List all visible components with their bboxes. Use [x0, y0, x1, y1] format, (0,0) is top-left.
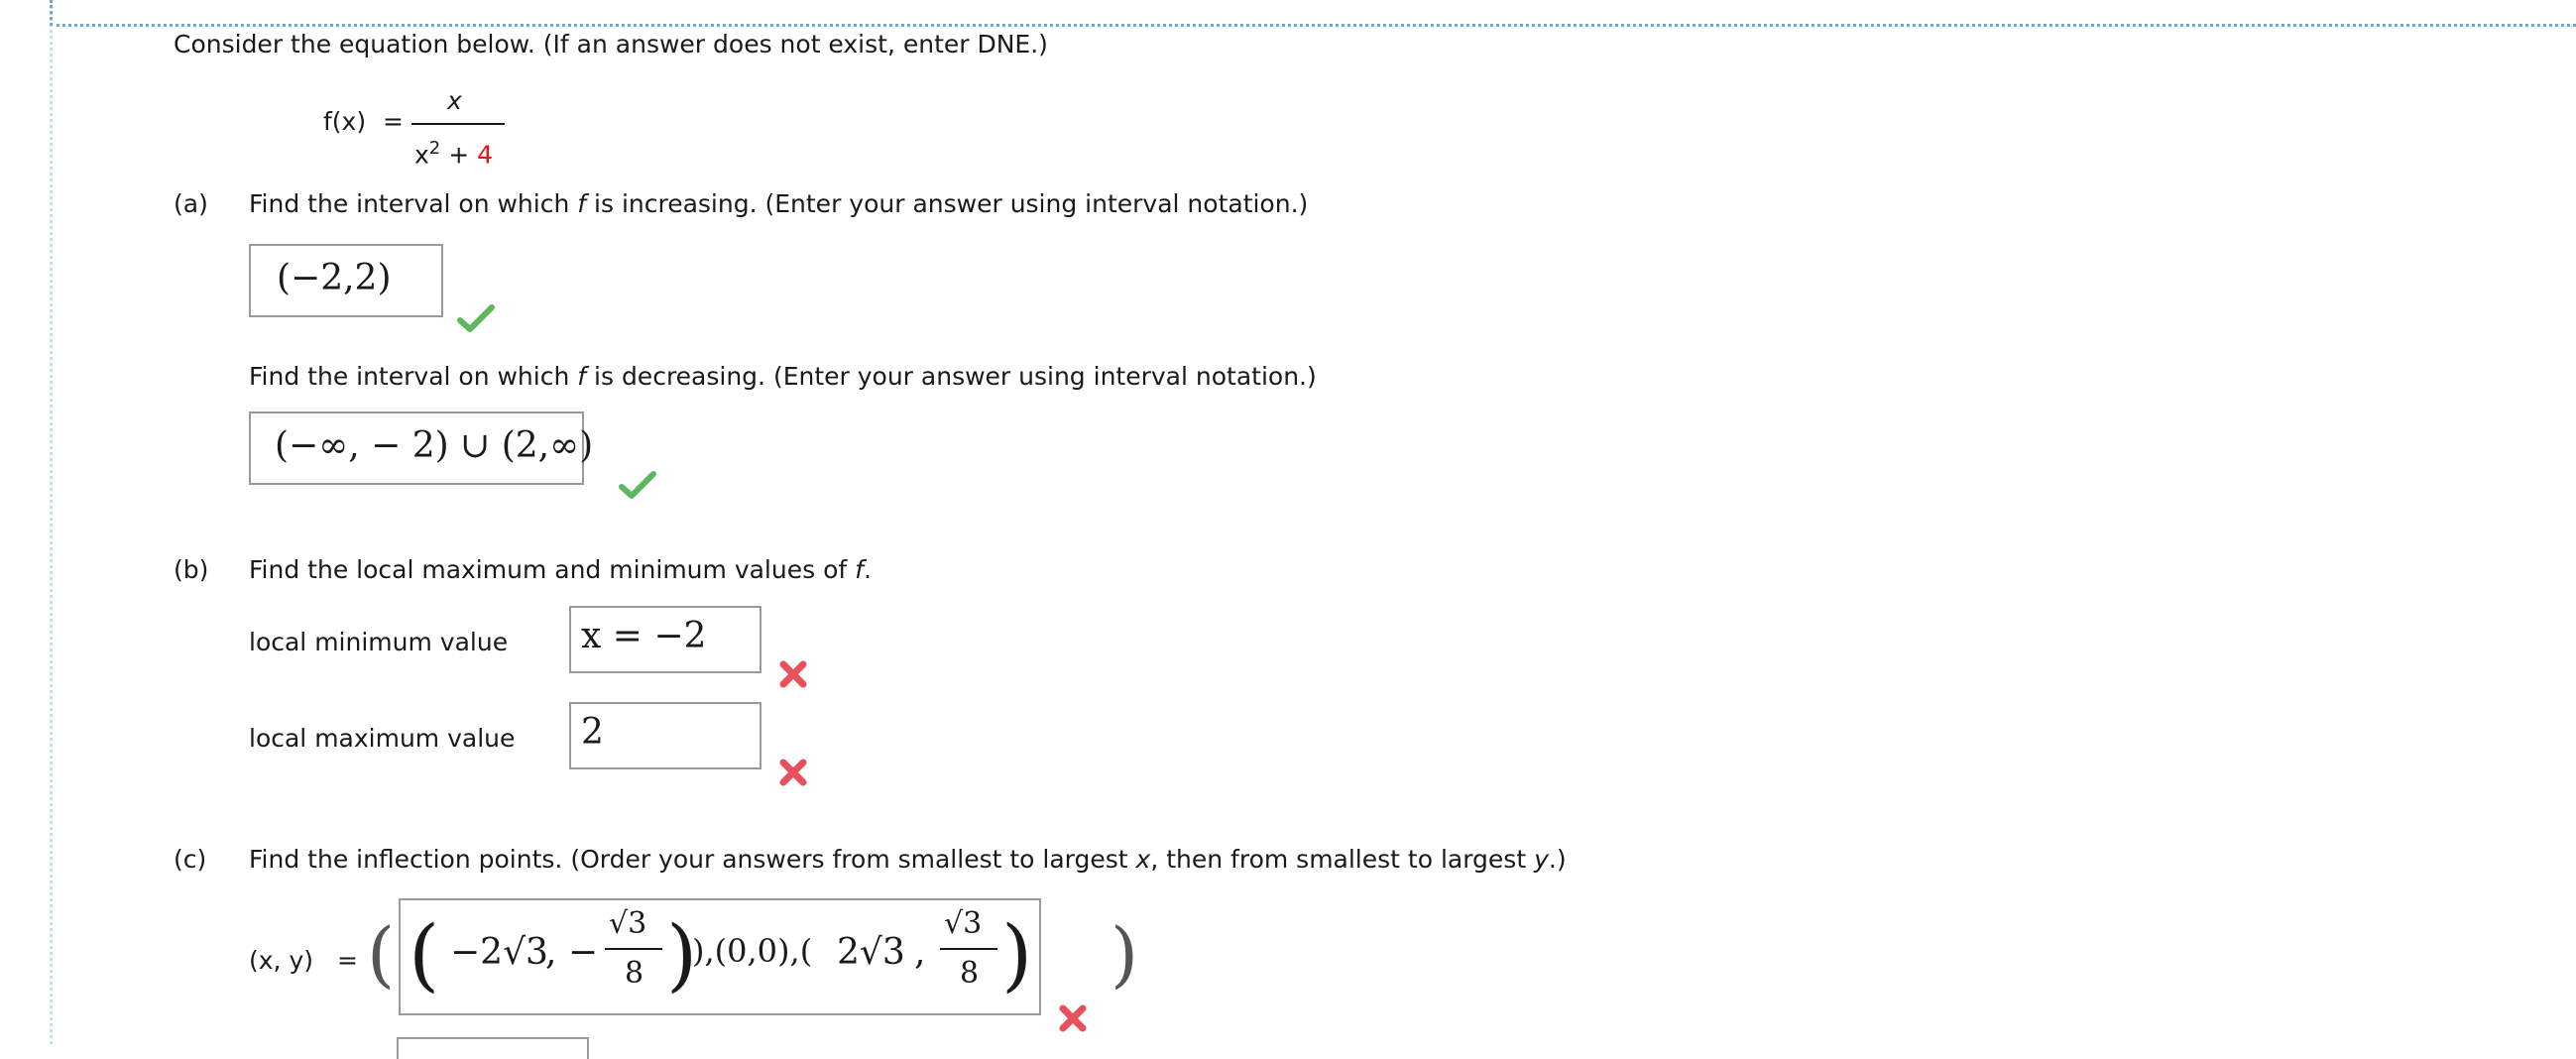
xy-label: (x, y): [249, 946, 313, 975]
part-c-question: [249, 845, 1567, 875]
q-f: f: [577, 362, 587, 391]
q-text: Find the interval on which: [249, 362, 578, 391]
den-exponent: 2: [428, 138, 441, 159]
correct-check-icon: [457, 303, 495, 333]
local-max-input[interactable]: [569, 702, 761, 769]
paren-close: ): [666, 908, 698, 1000]
xy-equals: =: [337, 946, 358, 975]
middle-points: ),(0,0),(: [692, 932, 813, 970]
q-text: .): [1548, 845, 1567, 874]
local-min-input[interactable]: [569, 606, 761, 673]
p3-numerator: √3: [944, 906, 983, 941]
part-b-question: [249, 555, 872, 585]
q-text: .: [863, 555, 872, 584]
p3-denominator: 8: [960, 956, 980, 991]
p1-denominator: 8: [625, 956, 644, 991]
answer-increasing-input[interactable]: [249, 244, 443, 317]
outer-right-paren: ): [1111, 912, 1139, 996]
question-frame-border: [50, 24, 2576, 27]
p3-fraction-bar: [940, 948, 997, 950]
equation-denominator: [414, 134, 493, 170]
local-min-label: local minimum value: [249, 628, 509, 656]
q-x: x: [1135, 845, 1151, 874]
part-a-question-decreasing: [249, 362, 1317, 392]
question-frame-left-border: [50, 0, 53, 1044]
question-intro: Consider the equation below. (If an answer does not exist, enter DNE.): [174, 30, 1048, 59]
p1-numerator: √3: [609, 906, 647, 941]
q-text: Find the local maximum and minimum values of: [249, 555, 856, 584]
q-f: f: [855, 555, 864, 584]
correct-check-icon: [619, 470, 656, 500]
incorrect-x-icon: [778, 758, 808, 787]
inflection-points-input[interactable]: [399, 898, 1041, 1015]
q-text: is increasing. (Enter your answer using interval notation.): [586, 189, 1309, 218]
answer-decreasing-input[interactable]: [249, 412, 594, 485]
part-b-label: (b): [174, 555, 209, 584]
den-plus: +: [448, 140, 470, 170]
local-min-value: x = −2: [581, 616, 707, 656]
answer-increasing-value: (−2,2): [277, 258, 392, 298]
p1-x: −2√3: [450, 932, 548, 973]
equation-lhs: f(x): [323, 107, 367, 136]
local-max-value: 2: [581, 712, 604, 753]
answer-decreasing-value: (−∞, − 2) ∪ (2,∞): [275, 425, 594, 466]
q-text: , then from smallest to largest: [1150, 845, 1535, 874]
q-text: is decreasing. (Enter your answer using interval notation.): [586, 362, 1317, 391]
incorrect-x-icon: [778, 659, 808, 689]
p3-separator: ,: [914, 932, 926, 973]
part-c-label: (c): [174, 845, 207, 874]
next-input-partial[interactable]: [397, 1037, 589, 1059]
q-text: Find the inflection points. (Order your answers from smallest to largest: [249, 845, 1136, 874]
part-a-question-increasing: [249, 189, 1308, 219]
q-y: y: [1534, 845, 1549, 874]
p3-x: 2√3: [837, 932, 905, 973]
paren-close: ): [1001, 908, 1033, 1000]
den-base: x: [414, 140, 429, 170]
outer-left-paren: (: [367, 912, 396, 996]
equation-equals: =: [383, 107, 404, 136]
part-a-label: (a): [174, 189, 208, 218]
p1-separator: , −: [545, 932, 599, 973]
p1-fraction-bar: [605, 948, 662, 950]
local-max-label: local maximum value: [249, 724, 516, 753]
equation-numerator: x: [447, 86, 462, 115]
q-text: Find the interval on which: [249, 189, 578, 218]
fraction-bar: [411, 123, 505, 125]
paren-open: (: [409, 908, 440, 1000]
q-f: f: [577, 189, 587, 218]
question-frame-corner: [50, 0, 53, 26]
den-constant: 4: [477, 140, 494, 170]
incorrect-x-icon: [1058, 1003, 1088, 1033]
